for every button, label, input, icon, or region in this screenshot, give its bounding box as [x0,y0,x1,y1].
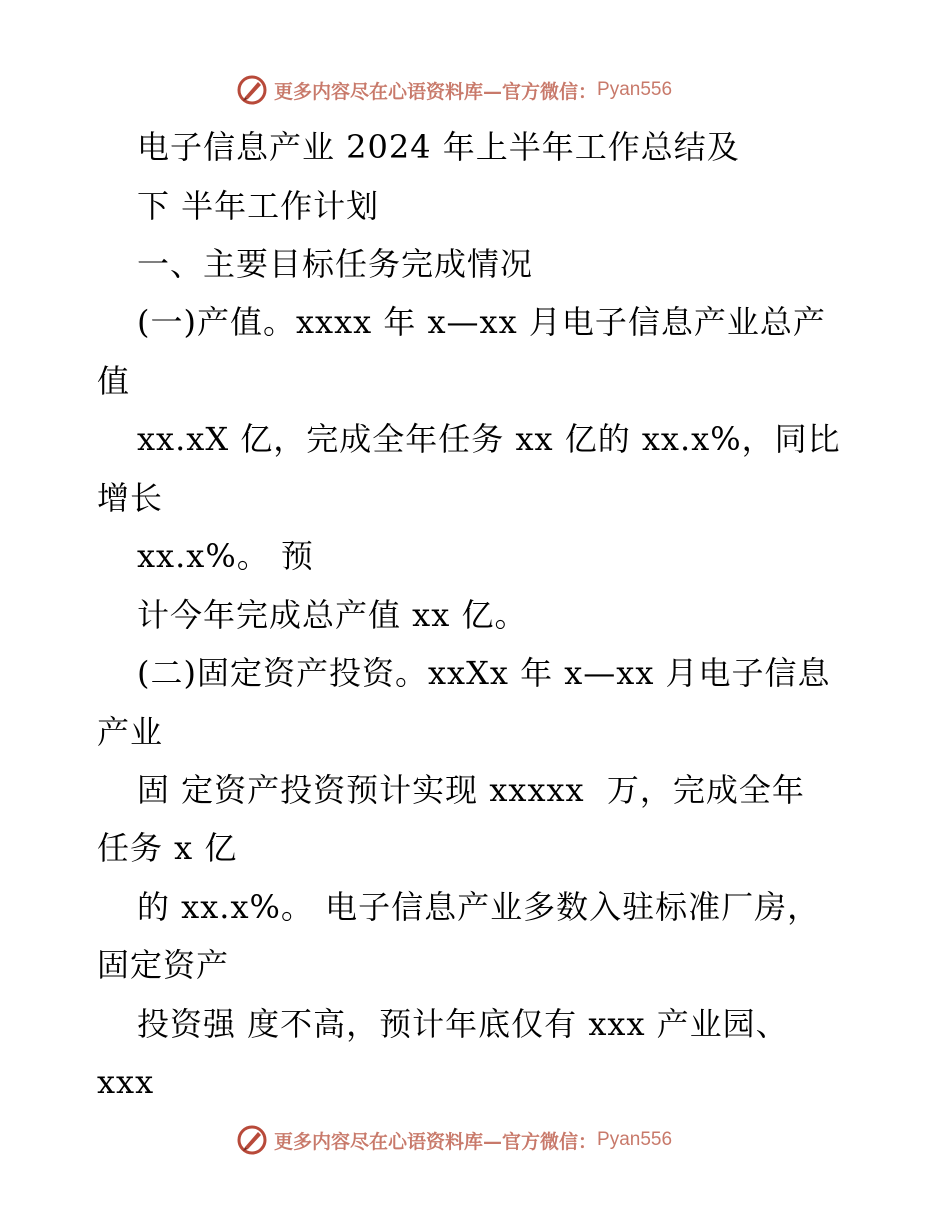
header-banner-text: 更多内容尽在心语资料库—官方微信： [274,80,598,103]
paragraph-line: 任务 x 亿 [97,829,238,867]
header-wechat-handle: Pyan556 [597,79,673,100]
paragraph-line: xx.x%。 预 [137,537,314,575]
section-heading: 一、主要目标任务完成情况 [137,245,534,283]
paragraph-line: 产业 [97,713,164,751]
paragraph-line: 的 xx.x%。 电子信息产业多数入驻标准厂房， [137,888,821,926]
title-line-2: 下 半年工作计划 [137,187,380,225]
paragraph-line: 投资强 度不高，预计年底仅有 xxx 产业园、 [137,1005,789,1043]
paragraph-line: xxx [97,1063,155,1101]
paragraph-line: 值 [97,362,131,400]
title-line-1: 电子信息产业 2024 年上半年工作总结及 [137,128,740,166]
paragraph-line: xx.xX 亿，完成全年任务 xx 亿的 xx.x%，同比 [137,420,841,458]
paragraph-line: (一)产值。xxxx 年 x—xx 月电子信息产业总产 [137,303,826,341]
footer-wechat-handle: Pyan556 [597,1129,673,1150]
pen-logo-icon [236,1124,268,1156]
paragraph-line: 固 定资产投资预计实现 xxxxx 万，完成全年 [137,771,805,809]
footer-banner [236,1123,672,1157]
paragraph-line: (二)固定资产投资。xxXx 年 x—xx 月电子信息 [137,654,831,692]
header-banner [236,73,672,107]
paragraph-line: 增长 [97,479,164,517]
footer-banner-text: 更多内容尽在心语资料库—官方微信： [274,1130,598,1153]
paragraph-line: 固定资产 [97,946,230,984]
paragraph-line: 计今年完成总产值 xx 亿。 [137,596,528,634]
pen-logo-icon [236,74,268,106]
